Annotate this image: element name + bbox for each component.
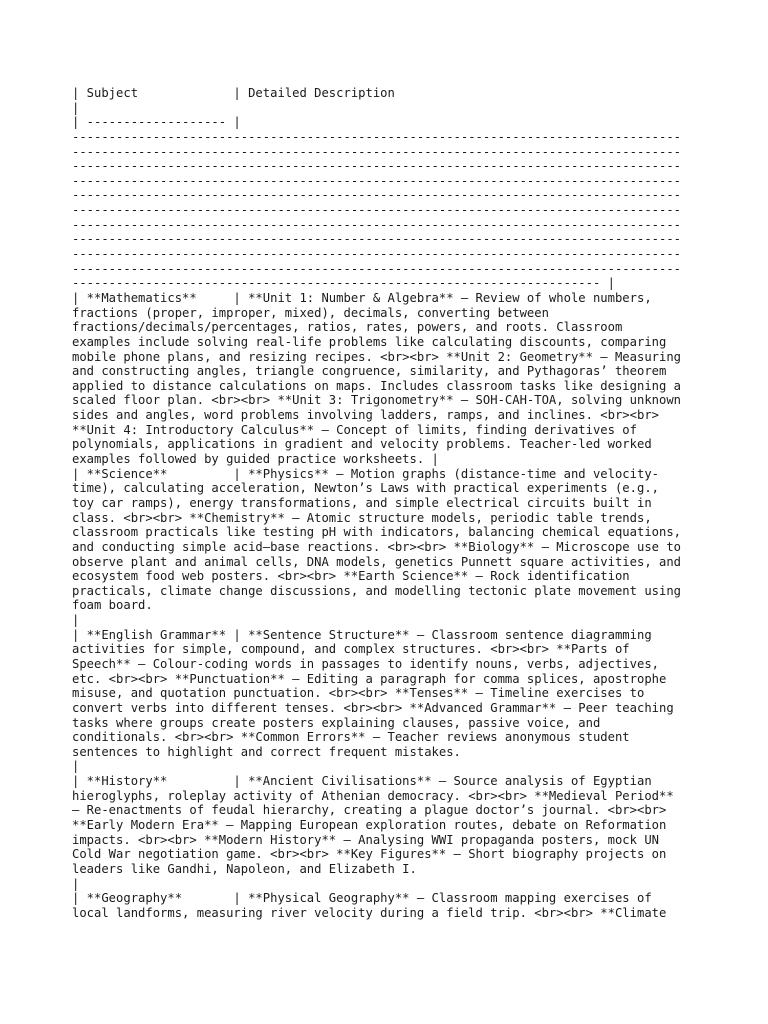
text-line: -----------------------------------------------------------------------------------: [72, 144, 682, 159]
text-line: -----------------------------------------------------------------------------------: [72, 173, 682, 188]
text-line: -----------------------------------------------------------------------------------: [72, 217, 682, 232]
text-line: ------------------------------------------------------------------------ |: [72, 276, 615, 291]
text-line: |: [72, 100, 80, 115]
text-line: -----------------------------------------------------------------------------------: [72, 159, 682, 174]
text-line: time), calculating acceleration, Newton’s Laws with practical experiments (e.g.,: [72, 481, 659, 496]
text-line: applied to distance calculations on maps. Includes classroom tasks like designing a: [72, 378, 682, 393]
text-line: polynomials, applications in gradient and velocity problems. Teacher-led worked: [72, 437, 652, 452]
text-line: -----------------------------------------------------------------------------------: [72, 232, 682, 247]
text-line: | **History** | **Ancient Civilisations** – Source analysis of Egyptian: [72, 774, 652, 789]
text-line: leaders like Gandhi, Napoleon, and Elizabeth I.: [72, 861, 417, 876]
text-line: -----------------------------------------------------------------------------------: [72, 261, 682, 276]
text-line: fractions (proper, improper, mixed), decimals, converting between: [72, 305, 549, 320]
text-line: classroom practicals like testing pH with indicators, balancing chemical equations,: [72, 525, 682, 540]
text-line: |: [72, 876, 80, 891]
text-line: **Unit 4: Introductory Calculus** – Concept of limits, finding derivatives of: [72, 422, 637, 437]
text-line: | **Mathematics** | **Unit 1: Number & Algebra** – Review of whole numbers,: [72, 290, 652, 305]
text-line: misuse, and quotation punctuation. <br><br> **Tenses** – Timeline exercises to: [72, 686, 645, 701]
text-line: **Early Modern Era** – Mapping European exploration routes, debate on Reformation: [72, 818, 667, 833]
text-line: impacts. <br><br> **Modern History** – Analysing WWI propaganda posters, mock UN: [72, 832, 659, 847]
document-page: [72, 86, 712, 921]
text-line: -----------------------------------------------------------------------------------: [72, 188, 682, 203]
text-line: convert verbs into different tenses. <br><br> **Advanced Grammar** – Peer teaching: [72, 700, 674, 715]
text-line: practicals, climate change discussions, and modelling tectonic plate movement using: [72, 583, 682, 598]
text-line: sides and angles, word problems involving ladders, ramps, and inclines. <br><br>: [72, 408, 659, 423]
text-line: ecosystem food web posters. <br><br> **Earth Science** – Rock identification: [72, 569, 630, 584]
text-line: fractions/decimals/percentages, ratios, rates, powers, and roots. Classroom: [72, 320, 623, 335]
text-line: -----------------------------------------------------------------------------------: [72, 203, 682, 218]
text-line: mobile phone plans, and resizing recipes. <br><br> **Unit 2: Geometry** – Measuring: [72, 349, 682, 364]
text-line: Cold War negotiation game. <br><br> **Key Figures** – Short biography projects on: [72, 847, 667, 862]
text-line: tasks where groups create posters explaining clauses, passive voice, and: [72, 715, 601, 730]
text-line: examples include solving real-life problems like calculating discounts, comparing: [72, 334, 667, 349]
text-line: Speech** – Colour-coding words in passages to identify nouns, verbs, adjectives,: [72, 656, 659, 671]
text-line: observe plant and animal cells, DNA models, genetics Punnett square activities, and: [72, 554, 682, 569]
text-line: |: [72, 613, 80, 628]
text-line: and constructing angles, triangle congruence, similarity, and Pythagoras’ theorem: [72, 364, 667, 379]
text-line: hieroglyphs, roleplay activity of Athenian democracy. <br><br> **Medieval Period**: [72, 788, 674, 803]
text-line: activities for simple, compound, and complex structures. <br><br> **Parts of: [72, 642, 630, 657]
text-line: sentences to highlight and correct frequent mistakes.: [72, 744, 461, 759]
text-line: -----------------------------------------------------------------------------------: [72, 129, 682, 144]
text-line: foam board.: [72, 598, 153, 613]
text-line: class. <br><br> **Chemistry** – Atomic structure models, periodic table trends,: [72, 510, 652, 525]
text-line: toy car ramps), energy transformations, and simple electrical circuits built in: [72, 495, 652, 510]
text-line: and conducting simple acid–base reactions. <br><br> **Biology** – Microscope use to: [72, 539, 682, 554]
text-line: |: [72, 759, 80, 774]
text-line: – Re-enactments of feudal hierarchy, creating a plague doctor’s journal. <br><br>: [72, 803, 667, 818]
text-line: | ------------------- |: [72, 115, 241, 130]
text-line: conditionals. <br><br> **Common Errors** – Teacher reviews anonymous student: [72, 730, 630, 745]
text-line: etc. <br><br> **Punctuation** – Editing a paragraph for comma splices, apostrophe: [72, 671, 667, 686]
text-line: local landforms, measuring river velocity during a field trip. <br><br> **Climate: [72, 905, 667, 920]
text-line: scaled floor plan. <br><br> **Unit 3: Trigonometry** – SOH-CAH-TOA, solving unknown: [72, 393, 682, 408]
text-line: | **Science** | **Physics** – Motion graphs (distance-time and velocity-: [72, 466, 659, 481]
text-line: | **Geography** | **Physical Geography** – Classroom mapping exercises of: [72, 891, 652, 906]
text-line: | **English Grammar** | **Sentence Structure** – Classroom sentence diagramming: [72, 627, 652, 642]
text-line: examples followed by guided practice worksheets. |: [72, 452, 439, 467]
text-line: -----------------------------------------------------------------------------------: [72, 247, 682, 262]
text-line: | Subject | Detailed Description: [72, 86, 395, 100]
